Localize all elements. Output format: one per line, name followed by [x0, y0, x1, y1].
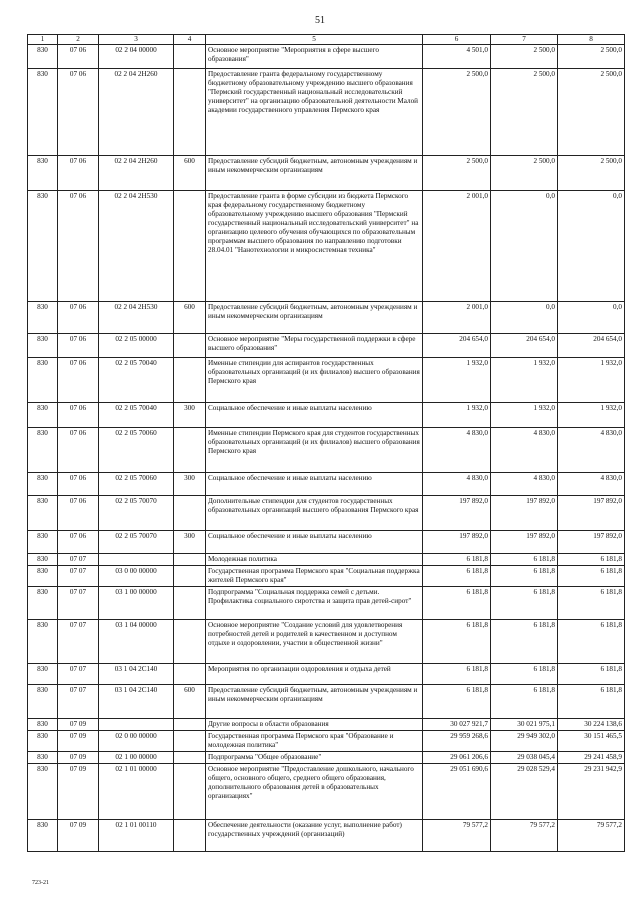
- budget-table: [27, 34, 625, 852]
- amount-year3-cell: 197 892,0: [558, 531, 625, 554]
- description-cell: Подпрограмма "Общее образование": [206, 752, 423, 764]
- table-row: [28, 156, 625, 191]
- ministry-code-cell: 830: [28, 45, 58, 69]
- section-code-cell: 07 07: [58, 620, 99, 664]
- section-code-cell: 07 06: [58, 403, 99, 428]
- column-number: 2: [58, 35, 99, 45]
- expense-type-cell: [174, 719, 206, 731]
- table-row: [28, 587, 625, 620]
- target-article-cell: 02 2 05 70060: [99, 473, 174, 496]
- amount-year1-cell: 6 181,8: [423, 587, 491, 620]
- description-cell: Социальное обеспечение и иные выплаты населению: [206, 403, 423, 428]
- amount-year2-cell: 204 654,0: [491, 334, 558, 358]
- amount-year1-cell: 29 061 206,6: [423, 752, 491, 764]
- target-article-cell: 02 2 04 2Н530: [99, 302, 174, 334]
- amount-year3-cell: 1 932,0: [558, 403, 625, 428]
- column-number: 4: [174, 35, 206, 45]
- section-code-cell: 07 06: [58, 473, 99, 496]
- expense-type-cell: 600: [174, 685, 206, 719]
- amount-year3-cell: 6 181,8: [558, 587, 625, 620]
- section-code-cell: 07 09: [58, 764, 99, 820]
- target-article-cell: 03 1 04 2С140: [99, 664, 174, 685]
- ministry-code-cell: 830: [28, 531, 58, 554]
- amount-year3-cell: 6 181,8: [558, 554, 625, 566]
- table-row: [28, 752, 625, 764]
- description-cell: Предоставление субсидий бюджетным, автономным учреждениям и иным некоммерческим организациям: [206, 302, 423, 334]
- amount-year1-cell: 6 181,8: [423, 566, 491, 587]
- amount-year2-cell: 6 181,8: [491, 587, 558, 620]
- ministry-code-cell: 830: [28, 156, 58, 191]
- ministry-code-cell: 830: [28, 358, 58, 403]
- table-row: [28, 428, 625, 473]
- amount-year3-cell: 2 500,0: [558, 69, 625, 156]
- ministry-code-cell: 830: [28, 752, 58, 764]
- amount-year3-cell: 2 500,0: [558, 45, 625, 69]
- description-cell: Основное мероприятие "Мероприятия в сфере высшего образования": [206, 45, 423, 69]
- amount-year1-cell: 204 654,0: [423, 334, 491, 358]
- description-cell: Предоставление гранта федеральному государственному бюджетному образовательному учреждению высшего образования "Пермский государственный национальный исследовательский университет" на организацию образовательной деятельности Малой академии государственного управления Пермского края: [206, 69, 423, 156]
- ministry-code-cell: 830: [28, 664, 58, 685]
- amount-year1-cell: 29 051 690,6: [423, 764, 491, 820]
- column-number-row: [28, 35, 625, 45]
- expense-type-cell: [174, 45, 206, 69]
- ministry-code-cell: 830: [28, 496, 58, 531]
- section-code-cell: 07 06: [58, 496, 99, 531]
- target-article-cell: 02 1 00 00000: [99, 752, 174, 764]
- expense-type-cell: 600: [174, 156, 206, 191]
- page-number: 51: [315, 15, 325, 26]
- section-code-cell: 07 09: [58, 719, 99, 731]
- amount-year3-cell: 79 577,2: [558, 820, 625, 852]
- amount-year2-cell: 4 830,0: [491, 473, 558, 496]
- amount-year3-cell: 4 830,0: [558, 428, 625, 473]
- amount-year1-cell: 79 577,2: [423, 820, 491, 852]
- expense-type-cell: [174, 664, 206, 685]
- description-cell: Мероприятия по организации оздоровления и отдыха детей: [206, 664, 423, 685]
- target-article-cell: 02 2 05 70040: [99, 358, 174, 403]
- expense-type-cell: 300: [174, 403, 206, 428]
- expense-type-cell: 300: [174, 473, 206, 496]
- description-cell: Подпрограмма "Социальная поддержка семей с детьми. Профилактика социального сиротства и защита прав детей-сирот": [206, 587, 423, 620]
- amount-year1-cell: 2 001,0: [423, 191, 491, 302]
- description-cell: Социальное обеспечение и иные выплаты населению: [206, 531, 423, 554]
- description-cell: Предоставление гранта в форме субсидии из бюджета Пермского края федеральному государственному бюджетному образовательному учреждению высшего образования "Пермский государственный национальный исследовательский университет" на организацию целевого обучения обучающихся по образовательным программам высшего образования по направлению подготовки 28.04.01 "Нанотехнологии и микросистемная техника": [206, 191, 423, 302]
- description-cell: Именные стипендии для аспирантов государственных образовательных организаций (и их филиалов) высшего образования Пермского края: [206, 358, 423, 403]
- ministry-code-cell: 830: [28, 685, 58, 719]
- table-row: [28, 719, 625, 731]
- column-number: 3: [99, 35, 174, 45]
- description-cell: Именные стипендии Пермского края для студентов государственных образовательных организаций (и их филиалов) высшего образования Пермского края: [206, 428, 423, 473]
- amount-year1-cell: 1 932,0: [423, 403, 491, 428]
- amount-year2-cell: 6 181,8: [491, 566, 558, 587]
- table-row: [28, 764, 625, 820]
- table-row: [28, 664, 625, 685]
- table-row: [28, 531, 625, 554]
- target-article-cell: [99, 554, 174, 566]
- amount-year3-cell: 197 892,0: [558, 496, 625, 531]
- ministry-code-cell: 830: [28, 731, 58, 752]
- amount-year2-cell: 6 181,8: [491, 554, 558, 566]
- target-article-cell: 02 2 04 00000: [99, 45, 174, 69]
- amount-year1-cell: 4 501,0: [423, 45, 491, 69]
- ministry-code-cell: 830: [28, 403, 58, 428]
- amount-year3-cell: 6 181,8: [558, 566, 625, 587]
- ministry-code-cell: 830: [28, 764, 58, 820]
- section-code-cell: 07 06: [58, 45, 99, 69]
- amount-year1-cell: 197 892,0: [423, 496, 491, 531]
- amount-year1-cell: 1 932,0: [423, 358, 491, 403]
- ministry-code-cell: 830: [28, 566, 58, 587]
- section-code-cell: 07 09: [58, 731, 99, 752]
- amount-year1-cell: 4 830,0: [423, 473, 491, 496]
- footer-code: 723-21: [32, 880, 49, 886]
- amount-year3-cell: 6 181,8: [558, 664, 625, 685]
- amount-year1-cell: 6 181,8: [423, 664, 491, 685]
- description-cell: Социальное обеспечение и иные выплаты населению: [206, 473, 423, 496]
- amount-year1-cell: 4 830,0: [423, 428, 491, 473]
- section-code-cell: 07 06: [58, 334, 99, 358]
- section-code-cell: 07 06: [58, 358, 99, 403]
- target-article-cell: 02 2 05 70060: [99, 428, 174, 473]
- amount-year3-cell: 0,0: [558, 191, 625, 302]
- ministry-code-cell: 830: [28, 302, 58, 334]
- amount-year3-cell: 30 224 138,6: [558, 719, 625, 731]
- description-cell: Дополнительные стипендии для студентов государственных образовательных организаций высшего образования Пермского края: [206, 496, 423, 531]
- description-cell: Государственная программа Пермского края "Социальная поддержка жителей Пермского края": [206, 566, 423, 587]
- amount-year2-cell: 1 932,0: [491, 358, 558, 403]
- ministry-code-cell: 830: [28, 428, 58, 473]
- description-cell: Обеспечение деятельности (оказание услуг, выполнение работ) государственных учреждений (организаций): [206, 820, 423, 852]
- target-article-cell: 02 2 05 70040: [99, 403, 174, 428]
- amount-year3-cell: 29 231 942,9: [558, 764, 625, 820]
- expense-type-cell: [174, 554, 206, 566]
- table-row: [28, 620, 625, 664]
- column-number: 1: [28, 35, 58, 45]
- expense-type-cell: [174, 428, 206, 473]
- amount-year2-cell: 79 577,2: [491, 820, 558, 852]
- ministry-code-cell: 830: [28, 719, 58, 731]
- target-article-cell: [99, 719, 174, 731]
- amount-year2-cell: 6 181,8: [491, 685, 558, 719]
- amount-year1-cell: 6 181,8: [423, 685, 491, 719]
- ministry-code-cell: 830: [28, 473, 58, 496]
- target-article-cell: 02 2 05 70070: [99, 496, 174, 531]
- target-article-cell: 03 1 04 2С140: [99, 685, 174, 719]
- ministry-code-cell: 830: [28, 554, 58, 566]
- expense-type-cell: [174, 752, 206, 764]
- amount-year1-cell: 2 001,0: [423, 302, 491, 334]
- amount-year3-cell: 0,0: [558, 302, 625, 334]
- amount-year2-cell: 197 892,0: [491, 496, 558, 531]
- description-cell: Предоставление субсидий бюджетным, автономным учреждениям и иным некоммерческим организациям: [206, 685, 423, 719]
- expense-type-cell: [174, 820, 206, 852]
- target-article-cell: 02 1 01 00110: [99, 820, 174, 852]
- table-row: [28, 685, 625, 719]
- amount-year2-cell: 29 038 045,4: [491, 752, 558, 764]
- amount-year3-cell: 1 932,0: [558, 358, 625, 403]
- expense-type-cell: [174, 587, 206, 620]
- section-code-cell: 07 07: [58, 685, 99, 719]
- table-row: [28, 358, 625, 403]
- table-row: [28, 731, 625, 752]
- amount-year2-cell: 0,0: [491, 302, 558, 334]
- ministry-code-cell: 830: [28, 587, 58, 620]
- section-code-cell: 07 09: [58, 820, 99, 852]
- expense-type-cell: [174, 620, 206, 664]
- table-row: [28, 566, 625, 587]
- section-code-cell: 07 06: [58, 191, 99, 302]
- amount-year3-cell: 6 181,8: [558, 620, 625, 664]
- table-row: [28, 69, 625, 156]
- expense-type-cell: [174, 731, 206, 752]
- amount-year2-cell: 0,0: [491, 191, 558, 302]
- column-number: 8: [558, 35, 625, 45]
- amount-year1-cell: 29 959 268,6: [423, 731, 491, 752]
- amount-year3-cell: 29 241 458,9: [558, 752, 625, 764]
- amount-year2-cell: 2 500,0: [491, 45, 558, 69]
- target-article-cell: 02 2 05 00000: [99, 334, 174, 358]
- ministry-code-cell: 830: [28, 69, 58, 156]
- description-cell: Основное мероприятие "Меры государственной поддержки в сфере высшего образования": [206, 334, 423, 358]
- section-code-cell: 07 06: [58, 156, 99, 191]
- expense-type-cell: [174, 69, 206, 156]
- amount-year2-cell: 6 181,8: [491, 620, 558, 664]
- table-row: [28, 403, 625, 428]
- column-number: 6: [423, 35, 491, 45]
- amount-year2-cell: 30 021 975,1: [491, 719, 558, 731]
- expense-type-cell: 600: [174, 302, 206, 334]
- table-row: [28, 473, 625, 496]
- column-number: 7: [491, 35, 558, 45]
- table-row: [28, 496, 625, 531]
- amount-year2-cell: 6 181,8: [491, 664, 558, 685]
- target-article-cell: 02 2 04 2Н260: [99, 69, 174, 156]
- table-row: [28, 554, 625, 566]
- amount-year2-cell: 4 830,0: [491, 428, 558, 473]
- section-code-cell: 07 06: [58, 428, 99, 473]
- table-row: [28, 334, 625, 358]
- expense-type-cell: [174, 566, 206, 587]
- amount-year1-cell: 2 500,0: [423, 69, 491, 156]
- target-article-cell: 02 2 04 2Н530: [99, 191, 174, 302]
- expense-type-cell: [174, 496, 206, 531]
- amount-year2-cell: 2 500,0: [491, 69, 558, 156]
- description-cell: Молодежная политика: [206, 554, 423, 566]
- ministry-code-cell: 830: [28, 191, 58, 302]
- description-cell: Предоставление субсидий бюджетным, автономным учреждениям и иным некоммерческим организациям: [206, 156, 423, 191]
- section-code-cell: 07 07: [58, 664, 99, 685]
- description-cell: Основное мероприятие "Предоставление дошкольного, начального общего, основного общего, среднего общего образования, дополнительного образования детей в образовательных организациях": [206, 764, 423, 820]
- expense-type-cell: [174, 764, 206, 820]
- table-row: [28, 191, 625, 302]
- target-article-cell: 03 0 00 00000: [99, 566, 174, 587]
- amount-year1-cell: 30 027 921,7: [423, 719, 491, 731]
- target-article-cell: 02 2 05 70070: [99, 531, 174, 554]
- amount-year2-cell: 29 949 302,0: [491, 731, 558, 752]
- expense-type-cell: [174, 358, 206, 403]
- amount-year1-cell: 6 181,8: [423, 554, 491, 566]
- section-code-cell: 07 06: [58, 531, 99, 554]
- section-code-cell: 07 06: [58, 69, 99, 156]
- description-cell: Государственная программа Пермского края "Образование и молодежная политика": [206, 731, 423, 752]
- section-code-cell: 07 07: [58, 554, 99, 566]
- table-row: [28, 820, 625, 852]
- amount-year3-cell: 204 654,0: [558, 334, 625, 358]
- section-code-cell: 07 07: [58, 566, 99, 587]
- amount-year2-cell: 1 932,0: [491, 403, 558, 428]
- table-row: [28, 302, 625, 334]
- target-article-cell: 03 1 00 00000: [99, 587, 174, 620]
- amount-year3-cell: 4 830,0: [558, 473, 625, 496]
- target-article-cell: 02 2 04 2Н260: [99, 156, 174, 191]
- table-row: [28, 45, 625, 69]
- amount-year3-cell: 6 181,8: [558, 685, 625, 719]
- amount-year2-cell: 197 892,0: [491, 531, 558, 554]
- target-article-cell: 02 1 01 00000: [99, 764, 174, 820]
- section-code-cell: 07 09: [58, 752, 99, 764]
- section-code-cell: 07 06: [58, 302, 99, 334]
- description-cell: Основное мероприятие "Создание условий для удовлетворения потребностей детей и родителей в качественном и доступном отдыхе и оздоровлении, участии в общественной жизни": [206, 620, 423, 664]
- amount-year2-cell: 2 500,0: [491, 156, 558, 191]
- amount-year3-cell: 30 151 465,5: [558, 731, 625, 752]
- ministry-code-cell: 830: [28, 620, 58, 664]
- amount-year1-cell: 197 892,0: [423, 531, 491, 554]
- target-article-cell: 02 0 00 00000: [99, 731, 174, 752]
- target-article-cell: 03 1 04 00000: [99, 620, 174, 664]
- expense-type-cell: [174, 191, 206, 302]
- amount-year1-cell: 2 500,0: [423, 156, 491, 191]
- expense-type-cell: [174, 334, 206, 358]
- ministry-code-cell: 830: [28, 334, 58, 358]
- ministry-code-cell: 830: [28, 820, 58, 852]
- amount-year2-cell: 29 028 529,4: [491, 764, 558, 820]
- column-number: 5: [206, 35, 423, 45]
- expense-type-cell: 300: [174, 531, 206, 554]
- description-cell: Другие вопросы в области образования: [206, 719, 423, 731]
- amount-year1-cell: 6 181,8: [423, 620, 491, 664]
- section-code-cell: 07 07: [58, 587, 99, 620]
- amount-year3-cell: 2 500,0: [558, 156, 625, 191]
